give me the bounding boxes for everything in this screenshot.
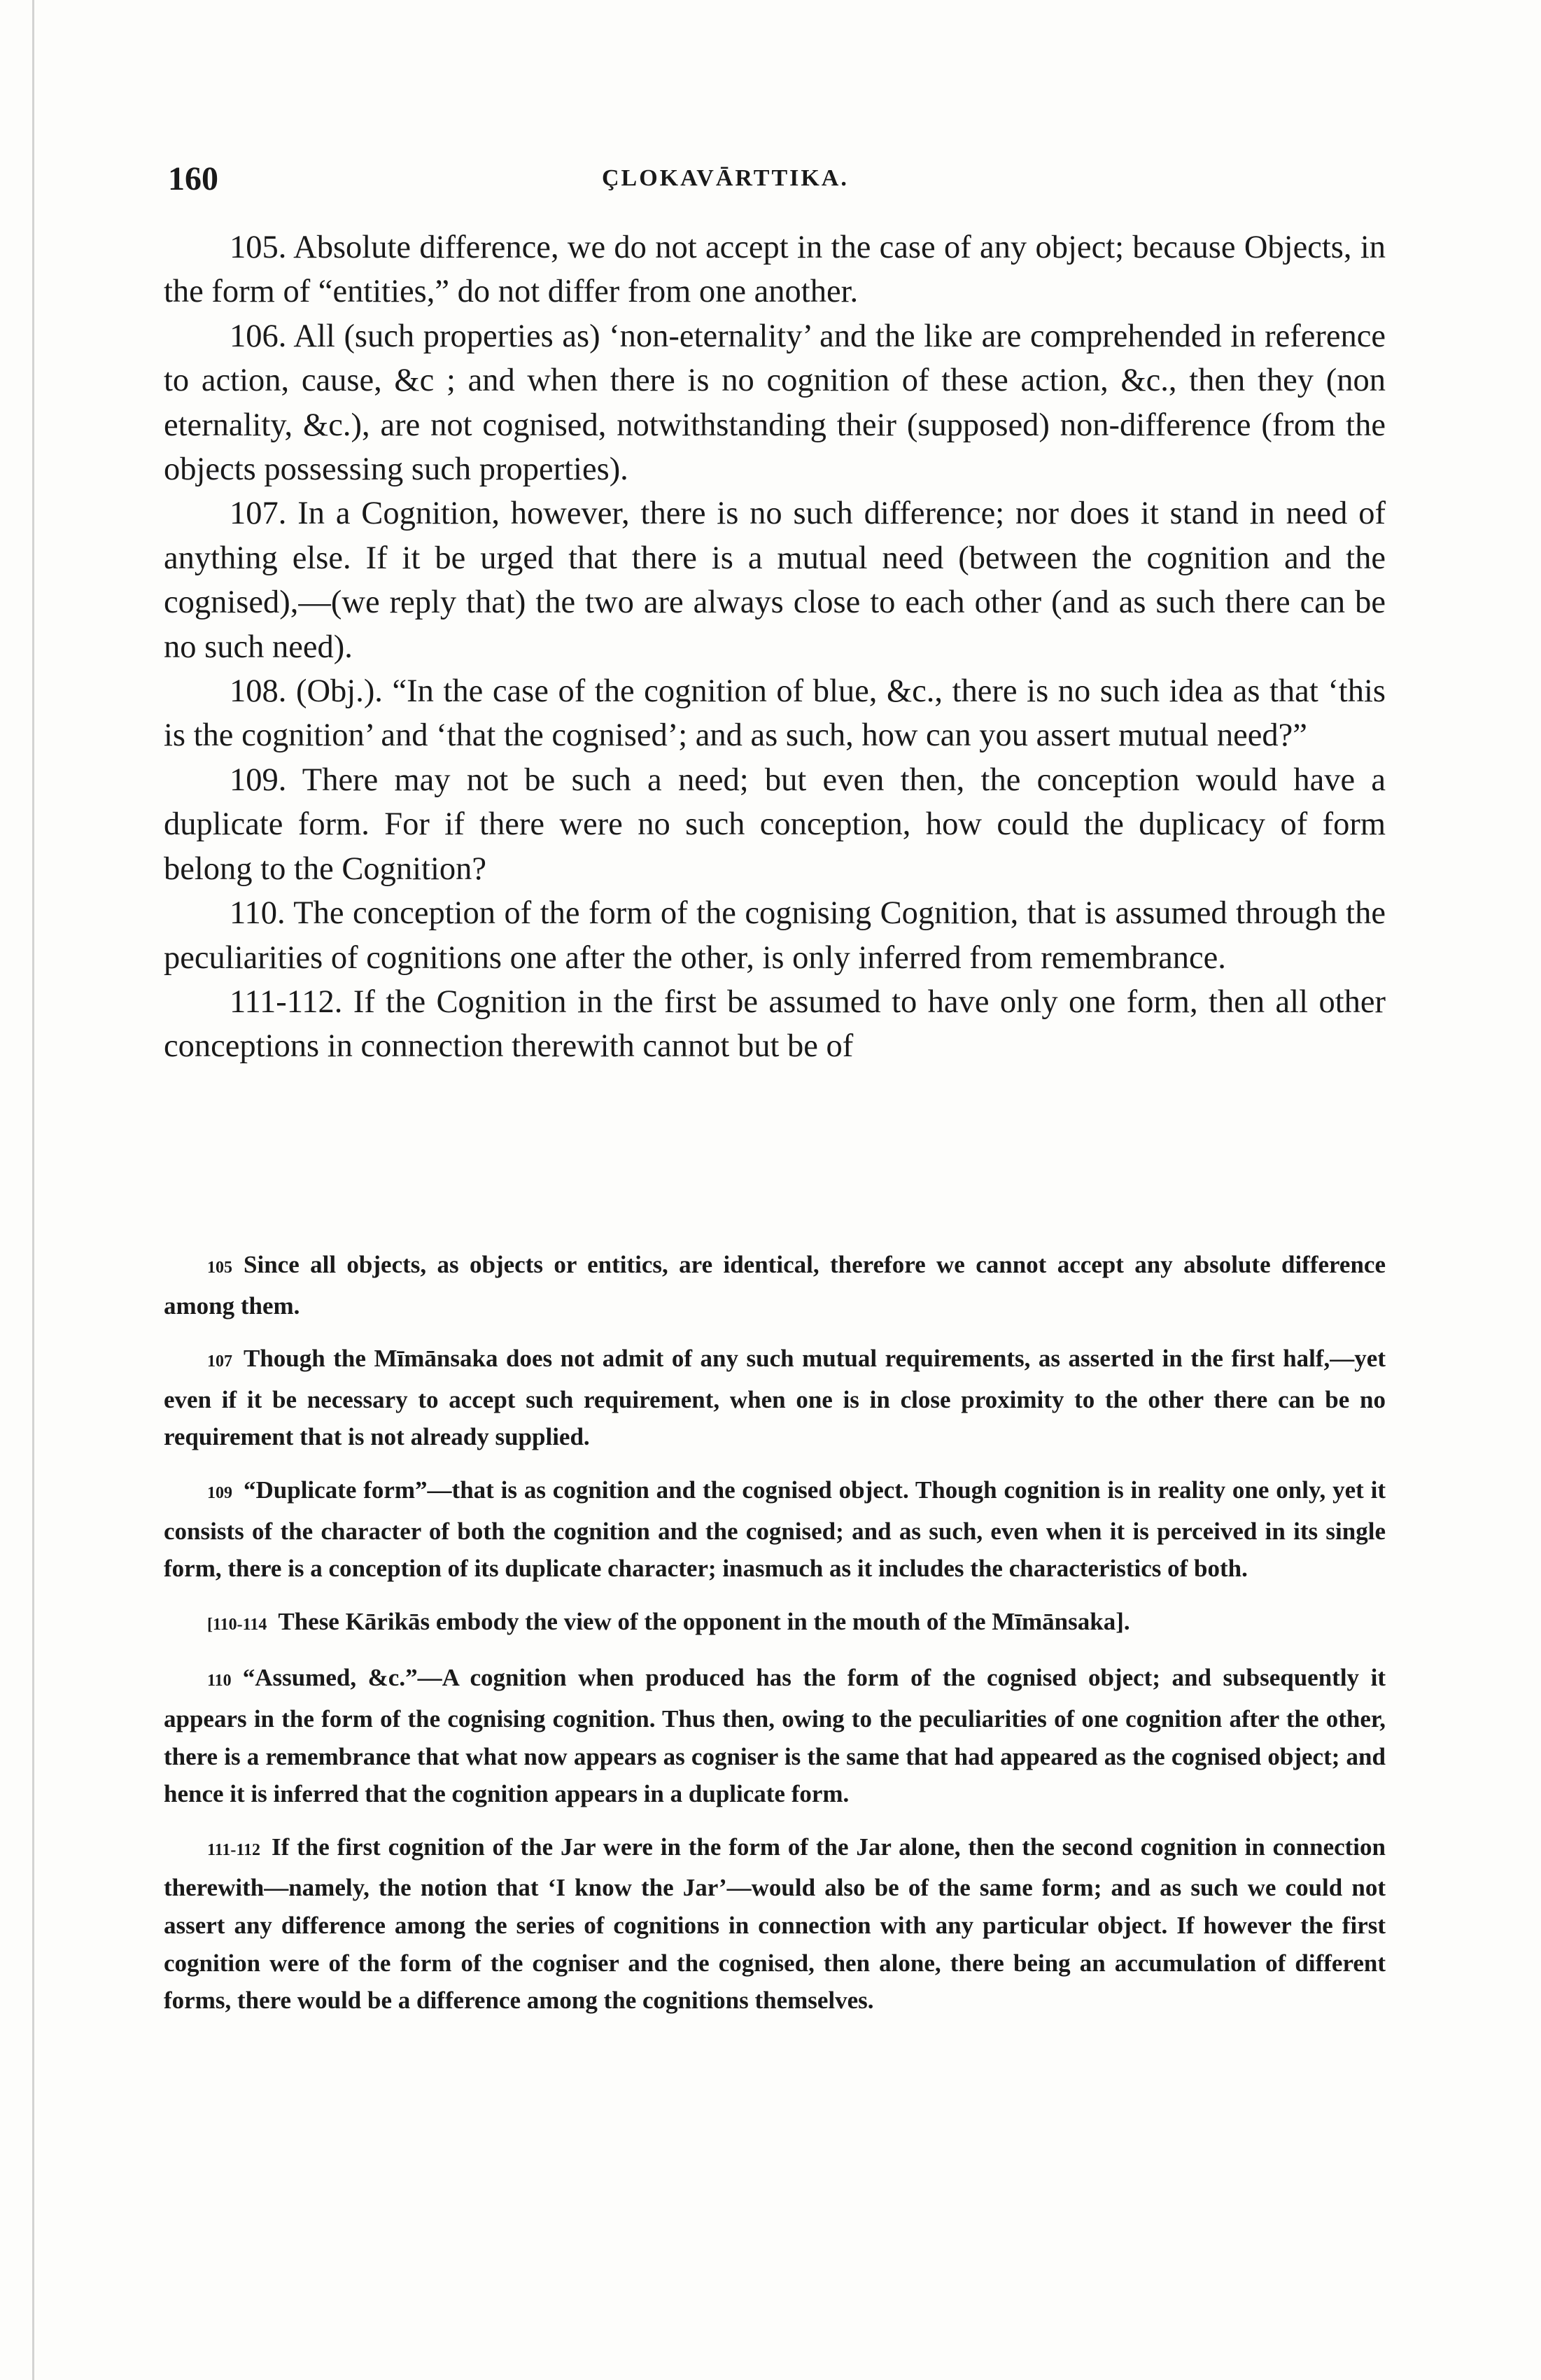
footnote-marker: 107 xyxy=(207,1352,232,1371)
footnote-text: If the first cognition of the Jar were in the form of the Jar alone, then the second cognition in connection therewith—namely, the notion that ‘I know the Jar’—would also be of the same form; and as such we could not assert any difference among the series of cognitions in connection with any particular object. If however the first cognition were of the form of the cogniser and the cognised, then alone, there being an accumulation of different forms, there would be a difference among the cognitions themselves. xyxy=(164,1833,1386,2015)
scan-edge-shadow xyxy=(32,0,34,2380)
footnote-111-112 xyxy=(164,1828,1386,2019)
footnote-109 xyxy=(164,1471,1386,1588)
footnote-110-114 xyxy=(164,1603,1386,1644)
verse-105: 105. Absolute difference, we do not accept in the case of any object; because Objects, in the form of “entities,” do not differ from one another. xyxy=(164,230,1386,310)
footnote-text: Though the Mīmānsaka does not admit of any such mutual requirements, as asserted in the first half,—yet even if it be necessary to accept such requirement, when one is in close proximity to the other there can be no requirement that is not already supplied. xyxy=(164,1345,1386,1451)
verse-106: 106. All (such properties as) ‘non-eternality’ and the like are comprehended in reference to action, cause, &c ; and when there is no cognition of these action, &c., then they (non eternality, &c.), are not cognised, notwithstanding their (supposed) non-difference (from the objects possessing such properties). xyxy=(164,318,1386,488)
page-header xyxy=(168,160,1386,202)
footnote-text: “Duplicate form”—that is as cognition and the cognised object. Though cognition is in reality one only, yet it consists of the character of both the cognition and the cognised; and as such, even when it is perceived in its single form, there is a conception of its duplicate character; inasmuch as it includes the characteristics of both. xyxy=(164,1476,1386,1583)
footnote-text: These Kārikās embody the view of the opponent in the mouth of the Mīmānsaka]. xyxy=(278,1607,1130,1635)
footnote-105 xyxy=(164,1246,1386,1324)
running-title: ÇLOKAVĀRTTIKA. xyxy=(602,165,849,191)
footnote-110 xyxy=(164,1659,1386,1812)
verse-111-112: 111-112. If the Cognition in the first be assumed to have only one form, then all other conceptions in connection therewith cannot but be of xyxy=(164,983,1386,1065)
verse-109: 109. There may not be such a need; but even then, the conception would have a duplicate form. For if there were no such conception, how could the duplicacy of form belong to the Cognition? xyxy=(164,762,1386,887)
verse-110: 110. The conception of the form of the cognising Cognition, that is assumed through the peculiarities of cognitions one after the other, is only inferred from remembrance. xyxy=(164,895,1386,976)
verse-108: 108. (Obj.). “In the case of the cognition of blue, &c., there is no such idea as that ‘this is the cognition’ and ‘that the cognised’; and as such, how can you assert mutual need?” xyxy=(164,673,1386,754)
footnote-text: “Assumed, &c.”—A cognition when produced has the form of the cognised object; and subsequently it appears in the form of the cognising cognition. Thus then, owing to the peculiarities of one cognition after the other, there is a remembrance that what now appears as cogniser is the same that had appeared as the cognised object; and hence it is inferred that the cognition appears in a duplicate form. xyxy=(164,1664,1386,1808)
footnote-marker: 110 xyxy=(207,1672,232,1690)
footnote-marker: 111-112 xyxy=(207,1840,261,1859)
footnote-107 xyxy=(164,1340,1386,1456)
footnote-marker: [110-114 xyxy=(207,1615,267,1634)
page-number: 160 xyxy=(168,160,218,197)
verse-107: 107. In a Cognition, however, there is no such difference; nor does it stand in need of anything else. If it be urged that there is a mutual need (between the cognition and the cognised),—(we reply that) the two are always close to each other (and as such there can be no such need). xyxy=(164,496,1386,665)
footnote-marker: 105 xyxy=(207,1259,232,1277)
footnotes xyxy=(164,1246,1386,2035)
footnote-marker: 109 xyxy=(207,1483,232,1502)
main-text xyxy=(164,225,1386,1069)
footnote-text: Since all objects, as objects or entitics, are identical, therefore we cannot accept any absolute difference among them. xyxy=(164,1251,1386,1320)
